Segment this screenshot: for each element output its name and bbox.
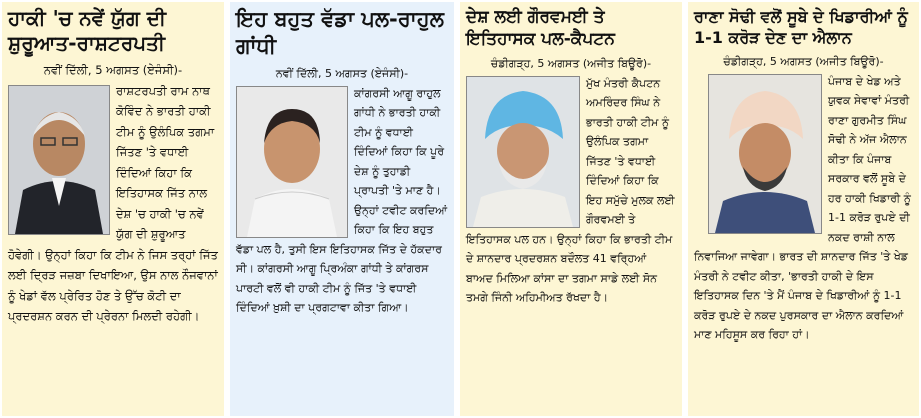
article-president [2, 2, 224, 416]
body-text: ਕਾਂਗਰਸੀ ਆਗੂ ਰਾਹੁਲ ਗਾਂਧੀ ਨੇ ਭਾਰਤੀ ਹਾਕੀ ਟੀਮ ਨੂੰ ਵਧਾਈ ਦਿੰਦਿਆਂ ਕਿਹਾ ਕਿ ਪੂਰੇ ਦੇਸ਼ ਨੂੰ ਤੁਹਾਡੀ ਪ੍ਰਾਪਤੀ 'ਤੇ ਮਾਣ ਹੈ। ਉਨ੍ਹਾਂ ਟਵੀਟ ਕਰਦਿਆਂ ਕਿਹਾ ਕਿ ਇਹ ਬਹੁਤ ਵੱਡਾ ਪਲ ਹੈ, ਤੁਸੀ ਇਸ ਇਤਿਹਾਸਕ ਜਿੱਤ ਦੇ ਹੱਕਦਾਰ ਸੀ। ਕਾਂਗਰਸੀ ਆਗੂ ਪ੍ਰਿਅੰਕਾ ਗਾਂਧੀ ਤੇ ਕਾਂਗਰਸ ਪਾਰਟੀ ਵਲੋਂ ਵੀ ਹਾਕੀ ਟੀਮ ਨੂੰ ਜਿੱਤ 'ਤੇ ਵਧਾਈ ਦਿੰਦਿਆਂ ਖ਼ੁਸ਼ੀ ਦਾ ਪ੍ਰਗਟਾਵਾ ਕੀਤਾ ਗਿਆ। [236, 86, 448, 314]
portrait-photo [466, 76, 580, 228]
article-rana-sodhi [688, 2, 919, 416]
dateline: ਚੰਡੀਗੜ੍ਹ, 5 ਅਗਸਤ (ਅਜੀਤ ਬਿਊਰੋ)- [723, 55, 884, 68]
portrait-photo [236, 86, 348, 238]
dateline: ਨਵੀਂ ਦਿੱਲੀ, 5 ਅਗਸਤ (ਏਜੰਸੀ)- [43, 63, 183, 77]
headline: ਦੇਸ਼ ਲਈ ਗੌਰਵਮਈ ਤੇ ਇਤਿਹਾਸਕ ਪਲ-ਕੈਪਟਨ [466, 7, 615, 49]
headline: ਰਾਣਾ ਸੋਢੀ ਵਲੋਂ ਸੂਬੇ ਦੇ ਖਿਡਾਰੀਆਂ ਨੂੰ 1-1 ਕਰੋੜ ਦੇਣ ਦਾ ਐਲਾਨ [694, 7, 908, 47]
headline: ਹਾਕੀ 'ਚ ਨਵੇਂ ਯੁੱਗ ਦੀ ਸ਼ੁਰੂਆਤ-ਰਾਸ਼ਟਰਪਤੀ [8, 6, 166, 55]
article-body [466, 54, 676, 308]
article-rahul [230, 2, 454, 416]
portrait-photo [708, 74, 822, 234]
article-captain [460, 2, 682, 416]
body-text: ਪੰਜਾਬ ਦੇ ਖੇਡ ਅਤੇ ਯੁਵਕ ਸੇਵਾਵਾਂ ਮੰਤਰੀ ਰਾਣਾ ਗੁਰਮੀਤ ਸਿੰਘ ਸੋਢੀ ਨੇ ਅੱਜ ਐਲਾਨ ਕੀਤਾ ਕਿ ਪੰਜਾਬ ਸਰਕਾਰ ਵਲੋਂ ਸੂਬੇ ਦੇ ਹਰ ਹਾਕੀ ਖਿਡਾਰੀ ਨੂੰ 1-1 ਕਰੋੜ ਰੁਪਏ ਦੀ ਨਕਦ ਰਾਸ਼ੀ ਨਾਲ ਨਿਵਾਜਿਆ ਜਾਵੇਗਾ। ਭਾਰਤ ਦੀ ਸ਼ਾਨਦਾਰ ਜਿੱਤ 'ਤੇ ਖੇਡ ਮੰਤਰੀ ਨੇ ਟਵੀਟ ਕੀਤਾ, 'ਭਾਰਤੀ ਹਾਕੀ ਦੇ ਇਸ ਇਤਿਹਾਸਕ ਦਿਨ 'ਤੇ ਮੈਂ ਪੰਜਾਬ ਦੇ ਖਿਡਾਰੀਆਂ ਨੂੰ 1-1 ਕਰੋੜ ਰੁਪਏ ਦੇ ਨਕਦ ਪੁਰਸਕਾਰ ਦਾ ਐਲਾਨ ਕਰਦਿਆਂ ਮਾਣ ਮਹਿਸੂਸ ਕਰ ਰਿਹਾ ਹਾਂ। [694, 74, 911, 341]
dateline: ਚੰਡੀਗੜ੍ਹ, 5 ਅਗਸਤ (ਅਜੀਤ ਬਿਊਰੋ)- [490, 57, 652, 70]
body-text: ਮੁੱਖ ਮੰਤਰੀ ਕੈਪਟਨ ਅਮਰਿੰਦਰ ਸਿੰਘ ਨੇ ਭਾਰਤੀ ਹਾਕੀ ਟੀਮ ਨੂੰ ਉਲੰਪਿਕ ਤਗਮਾ ਜਿੱਤਣ 'ਤੇ ਵਧਾਈ ਦਿੰਦਿਆਂ ਕਿਹਾ ਕਿ ਇਹ ਸਮੁੱਚੇ ਮੁਲਕ ਲਈ ਗੌਰਵਮਈ ਤੇ ਇਤਿਹਾਸਕ ਪਲ ਹਨ। ਉਨ੍ਹਾਂ ਕਿਹਾ ਕਿ ਭਾਰਤੀ ਟੀਮ ਦੇ ਸ਼ਾਨਦਾਰ ਪ੍ਰਦਰਸ਼ਨ ਬਦੌਲਤ 41 ਵਰ੍ਹਿਆਂ ਬਾਅਦ ਮਿਲਿਆ ਕਾਂਸਾ ਦਾ ਤਗਮਾ ਸਾਡੇ ਲਈ ਸੋਨ ਤਮਗੇ ਜਿੰਨੀ ਅਹਿਮੀਅਤ ਰੱਖਦਾ ਹੈ। [466, 76, 675, 304]
dateline: ਨਵੀਂ ਦਿੱਲੀ, 5 ਅਗਸਤ (ਏਜੰਸੀ)- [275, 67, 409, 80]
body-text: ਰਾਸ਼ਟਰਪਤੀ ਰਾਮ ਨਾਥ ਕੋਵਿੰਦ ਨੇ ਭਾਰਤੀ ਹਾਕੀ ਟੀਮ ਨੂੰ ਉਲੰਪਿਕ ਤਗਮਾ ਜਿੱਤਣ 'ਤੇ ਵਧਾਈ ਦਿੰਦਿਆਂ ਕਿਹਾ ਕਿ ਇਤਿਹਾਸਕ ਜਿੱਤ ਨਾਲ ਦੇਸ਼ 'ਚ ਹਾਕੀ 'ਚ ਨਵੇਂ ਯੁੱਗ ਦੀ ਸ਼ੁਰੂਆਤ ਹੋਵੇਗੀ। ਉਨ੍ਹਾਂ ਕਿਹਾ ਕਿ ਟੀਮ ਨੇ ਜਿਸ ਤਰ੍ਹਾਂ ਜਿੱਤ ਲਈ ਦ੍ਰਿੜ ਜਜ਼ਬਾ ਦਿਖਾਇਆ, ਉਸ ਨਾਲ ਨੌਜਵਾਨਾਂ ਨੂੰ ਖੇਡਾਂ ਵੱਲ ਪ੍ਰੇਰਿਤ ਹੋਣ ਤੇ ਉੱਚ ਕੋਟੀ ਦਾ ਪ੍ਰਦਰਸ਼ਨ ਕਰਨ ਦੀ ਪ੍ਰੇਰਨਾ ਮਿਲਦੀ ਰਹੇਗੀ। [8, 83, 218, 323]
headline: ਇਹ ਬਹੁਤ ਵੱਡਾ ਪਲ-ਰਾਹੁਲ ਗਾਂਧੀ [236, 7, 444, 58]
article-body [8, 60, 218, 327]
article-body [236, 64, 448, 318]
portrait-photo [8, 85, 110, 235]
article-body [694, 52, 913, 345]
